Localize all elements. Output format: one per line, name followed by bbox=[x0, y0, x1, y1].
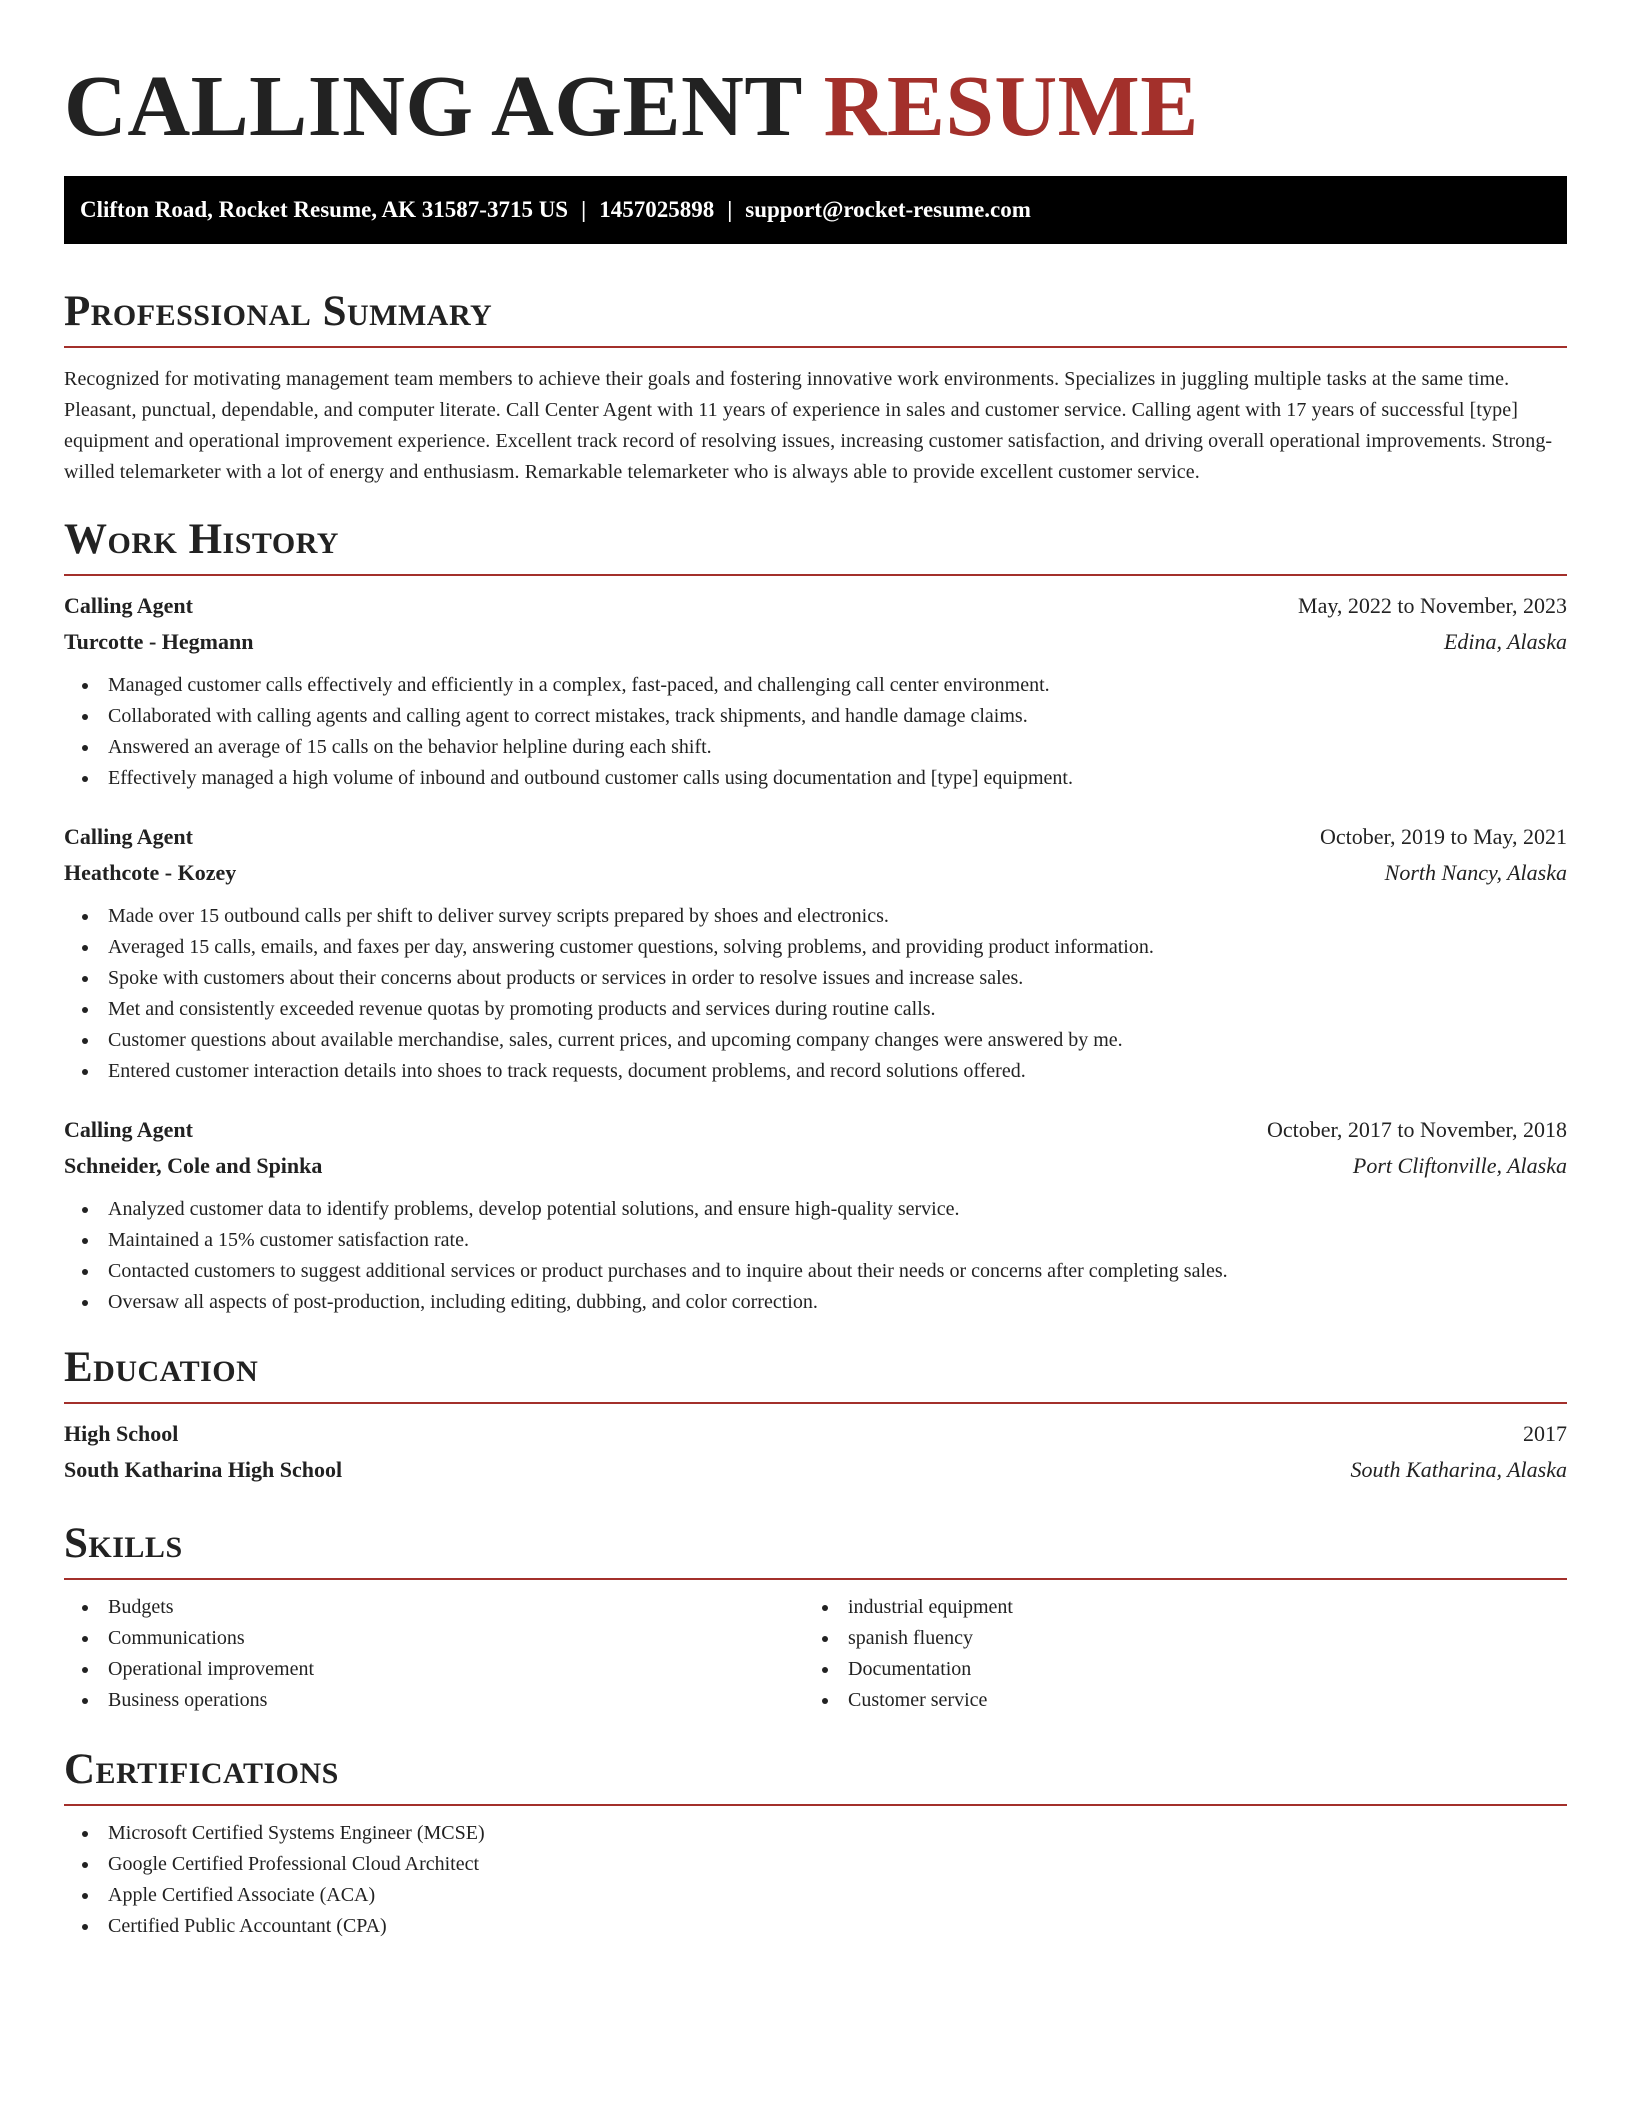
job-company: Schneider, Cole and Spinka bbox=[64, 1153, 323, 1178]
work-history-heading: Work History bbox=[64, 516, 339, 563]
contact-bar bbox=[64, 176, 1567, 244]
job-location: Port Cliftonville, Alaska bbox=[1352, 1153, 1567, 1178]
job-dates: October, 2017 to November, 2018 bbox=[1266, 1117, 1567, 1142]
resume-title bbox=[64, 56, 1567, 156]
job-bullets bbox=[64, 670, 1567, 794]
job-bullet: Managed customer calls effectively and efficiently in a complex, fast-paced, and challenging call center environment. bbox=[64, 670, 1567, 701]
education-header bbox=[64, 1416, 1567, 1452]
job-title: Calling Agent bbox=[64, 593, 193, 618]
contact-address: Clifton Road, Rocket Resume, AK 31587-3715 US bbox=[80, 197, 569, 222]
skill-item: Documentation bbox=[804, 1654, 1567, 1685]
job-dates: May, 2022 to November, 2023 bbox=[1298, 593, 1567, 618]
certifications-list bbox=[64, 1818, 1567, 1942]
job-bullet: Oversaw all aspects of post-production, including editing, dubbing, and color correction. bbox=[64, 1287, 1567, 1318]
skill-item: Communications bbox=[64, 1623, 804, 1654]
section-divider bbox=[64, 1804, 1567, 1806]
education-school: South Katharina High School bbox=[64, 1457, 343, 1482]
education-heading: Education bbox=[64, 1344, 259, 1391]
section-divider bbox=[64, 346, 1567, 348]
job-bullet: Met and consistently exceeded revenue quotas by promoting products and services during routine calls. bbox=[64, 994, 1567, 1025]
education-entry bbox=[64, 1416, 1567, 1488]
summary-heading: Professional Summary bbox=[64, 288, 493, 335]
skills-heading: Skills bbox=[64, 1520, 183, 1567]
skill-item: industrial equipment bbox=[804, 1592, 1567, 1623]
certification-item: Google Certified Professional Cloud Architect bbox=[64, 1849, 1567, 1880]
section-divider bbox=[64, 574, 1567, 576]
education-year: 2017 bbox=[1523, 1421, 1567, 1446]
education-subheader bbox=[64, 1452, 1567, 1488]
job-bullet: Spoke with customers about their concerns about products or services in order to resolve issues and increase sales. bbox=[64, 963, 1567, 994]
section-divider bbox=[64, 1402, 1567, 1404]
skills-list bbox=[64, 1592, 1567, 1716]
job-header bbox=[64, 819, 1567, 855]
contact-separator: | bbox=[727, 197, 733, 222]
skills-column-right bbox=[804, 1592, 1567, 1716]
job-subheader bbox=[64, 624, 1567, 660]
job-location: North Nancy, Alaska bbox=[1384, 860, 1567, 885]
job-subheader bbox=[64, 1148, 1567, 1184]
certification-item: Microsoft Certified Systems Engineer (MCSE) bbox=[64, 1818, 1567, 1849]
skill-item: Customer service bbox=[804, 1685, 1567, 1716]
title-resume-word: RESUME bbox=[823, 57, 1199, 154]
job-bullet: Collaborated with calling agents and calling agent to correct mistakes, track shipments, and handle damage claims. bbox=[64, 701, 1567, 732]
job-entry bbox=[64, 819, 1567, 1087]
job-entry bbox=[64, 588, 1567, 794]
job-bullets bbox=[64, 1194, 1567, 1318]
job-subheader bbox=[64, 855, 1567, 891]
skill-item: spanish fluency bbox=[804, 1623, 1567, 1654]
job-bullet: Made over 15 outbound calls per shift to deliver survey scripts prepared by shoes and electronics. bbox=[64, 901, 1567, 932]
job-company: Heathcote - Kozey bbox=[64, 860, 237, 885]
job-bullet: Answered an average of 15 calls on the behavior helpline during each shift. bbox=[64, 732, 1567, 763]
certification-item: Apple Certified Associate (ACA) bbox=[64, 1880, 1567, 1911]
section-divider bbox=[64, 1578, 1567, 1580]
summary-text: Recognized for motivating management team members to achieve their goals and fostering innovative work environments. Specializes in juggling multiple tasks at the same time. Pleasant, punctual, dependable, and computer literate. Call Center Agent with 11 years of experience in sales and customer service. Calling agent with 17 years of successful [type] equipment and operational improvement experience. Excellent track record of resolving issues, increasing customer satisfaction, and driving overall operational improvements. Strong-willed telemarketer with a lot of energy and enthusiasm. Remarkable telemarketer who is always able to provide excellent customer service. bbox=[64, 368, 1553, 483]
job-dates: October, 2019 to May, 2021 bbox=[1320, 824, 1567, 849]
education-location: South Katharina, Alaska bbox=[1350, 1457, 1567, 1482]
job-bullet: Customer questions about available merchandise, sales, current prices, and upcoming company changes were answered by me. bbox=[64, 1025, 1567, 1056]
contact-phone: 1457025898 bbox=[599, 197, 715, 222]
skill-item: Operational improvement bbox=[64, 1654, 804, 1685]
job-title: Calling Agent bbox=[64, 824, 193, 849]
contact-email: support@rocket-resume.com bbox=[745, 197, 1031, 222]
job-location: Edina, Alaska bbox=[1443, 629, 1567, 654]
job-bullet: Effectively managed a high volume of inbound and outbound customer calls using documentation and [type] equipment. bbox=[64, 763, 1567, 794]
job-entry bbox=[64, 1112, 1567, 1318]
job-header bbox=[64, 1112, 1567, 1148]
title-role: CALLING AGENT bbox=[64, 57, 802, 154]
job-bullets bbox=[64, 901, 1567, 1087]
education-degree: High School bbox=[64, 1421, 179, 1446]
job-company: Turcotte - Hegmann bbox=[64, 629, 254, 654]
skills-column-left bbox=[64, 1592, 804, 1716]
certifications-heading: Certifications bbox=[64, 1746, 339, 1793]
certification-item: Certified Public Accountant (CPA) bbox=[64, 1911, 1567, 1942]
job-title: Calling Agent bbox=[64, 1117, 193, 1142]
job-bullet: Averaged 15 calls, emails, and faxes per day, answering customer questions, solving problems, and providing product information. bbox=[64, 932, 1567, 963]
skill-item: Budgets bbox=[64, 1592, 804, 1623]
resume-page bbox=[64, 0, 1567, 1942]
job-bullet: Entered customer interaction details into shoes to track requests, document problems, and record solutions offered. bbox=[64, 1056, 1567, 1087]
job-header bbox=[64, 588, 1567, 624]
job-bullet: Contacted customers to suggest additional services or product purchases and to inquire about their needs or concerns after completing sales. bbox=[64, 1256, 1567, 1287]
skill-item: Business operations bbox=[64, 1685, 804, 1716]
job-bullet: Maintained a 15% customer satisfaction rate. bbox=[64, 1225, 1567, 1256]
job-bullet: Analyzed customer data to identify problems, develop potential solutions, and ensure high-quality service. bbox=[64, 1194, 1567, 1225]
contact-separator: | bbox=[581, 197, 587, 222]
